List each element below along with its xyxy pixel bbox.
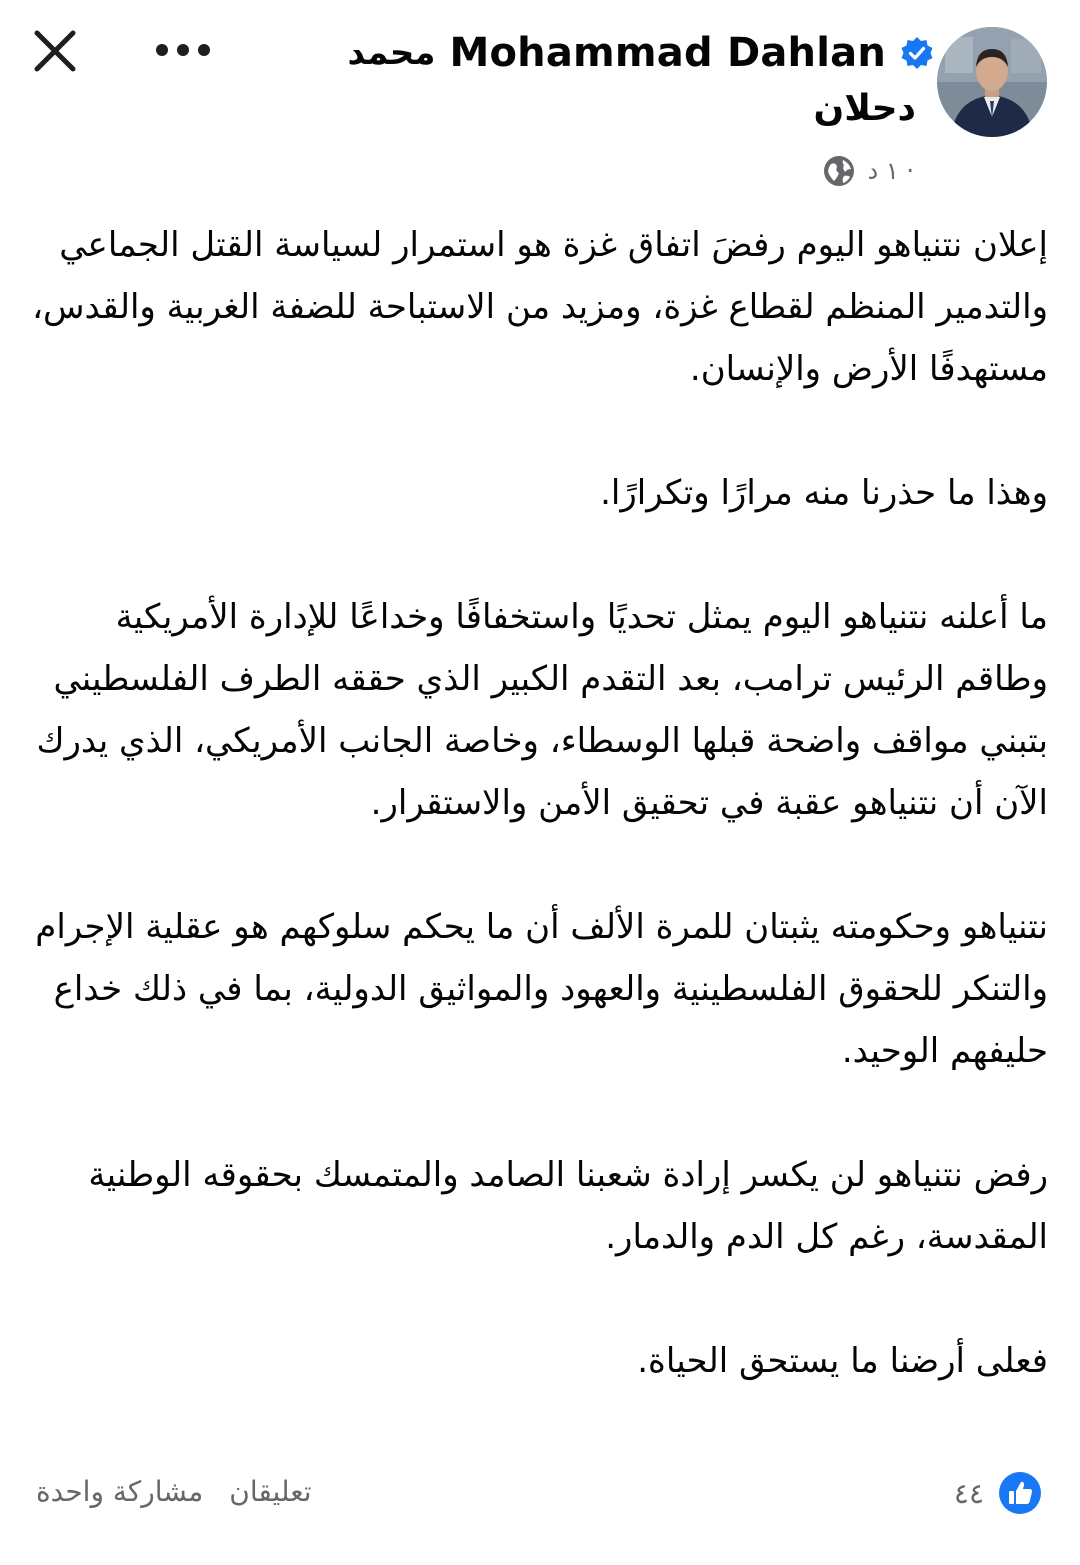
close-icon [31, 27, 79, 75]
comments-count[interactable]: تعليقان [229, 1475, 312, 1508]
close-button[interactable] [26, 22, 84, 80]
like-reaction-icon [998, 1471, 1042, 1515]
engagement-summary [36, 1475, 312, 1508]
globe-icon[interactable] [822, 154, 856, 188]
reaction-count[interactable]: ٤٤ [953, 1476, 984, 1510]
avatar[interactable] [937, 27, 1047, 137]
author-name-arabic-last[interactable]: دحلان [813, 88, 916, 129]
post-footer [0, 1465, 1080, 1525]
shares-count[interactable]: مشاركة واحدة [36, 1475, 204, 1508]
post-meta [822, 154, 914, 188]
reactions-summary[interactable] [954, 1471, 1042, 1515]
more-options-icon [155, 43, 211, 57]
post-paragraph: ما أعلنه نتنياهو اليوم يمثل تحديًا واستخفافًا وخداعًا للإدارة الأمريكية وطاقم الرئيس ترامب، بعد التقدم الكبير الذي حققه الطرف الفلسطيني بتبني مواقف واضحة قبلها الوسطاء، وخاصة الجانب الأمريكي، الذي يدرك الآن أن نتنياهو عقبة في تحقيق الأمن والاستقرار. [36, 597, 1048, 823]
post-paragraph: إعلان نتنياهو اليوم رفضَ اتفاق غزة هو استمرار لسياسة القتل الجماعي والتدمير المنظم لقطاع غزة، ومزيد من الاستباحة للضفة الغربية والقدس، مستهدفًا الأرض والإنسان. [32, 225, 1048, 389]
avatar-image [937, 27, 1047, 137]
post-paragraph: نتنياهو وحكومته يثبتان للمرة الألف أن ما يحكم سلوكهم هو عقلية الإجرام والتنكر للحقوق الفلسطينية والعهود والمواثيق الدولية، بما في ذلك خداع حليفهم الوحيد. [35, 907, 1048, 1071]
author-name-arabic-first[interactable]: محمد [347, 33, 436, 73]
verified-badge-icon [900, 36, 934, 70]
post-paragraph: وهذا ما حذرنا منه مرارًا وتكرارًا. [600, 473, 1048, 513]
post-timestamp[interactable]: ١ د · [867, 157, 914, 185]
author-name-latin[interactable]: Mohammad Dahlan [449, 30, 886, 76]
post-paragraph: رفض نتنياهو لن يكسر إرادة شعبنا الصامد والمتمسك بحقوقه الوطنية المقدسة، رغم كل الدم والدمار. [88, 1155, 1048, 1257]
post-header [0, 0, 1080, 200]
more-options-button[interactable] [148, 30, 218, 70]
post-paragraph: فعلى أرضنا ما يستحق الحياة. [637, 1341, 1048, 1381]
author-name[interactable] [347, 26, 934, 80]
post-text [30, 214, 1048, 1392]
